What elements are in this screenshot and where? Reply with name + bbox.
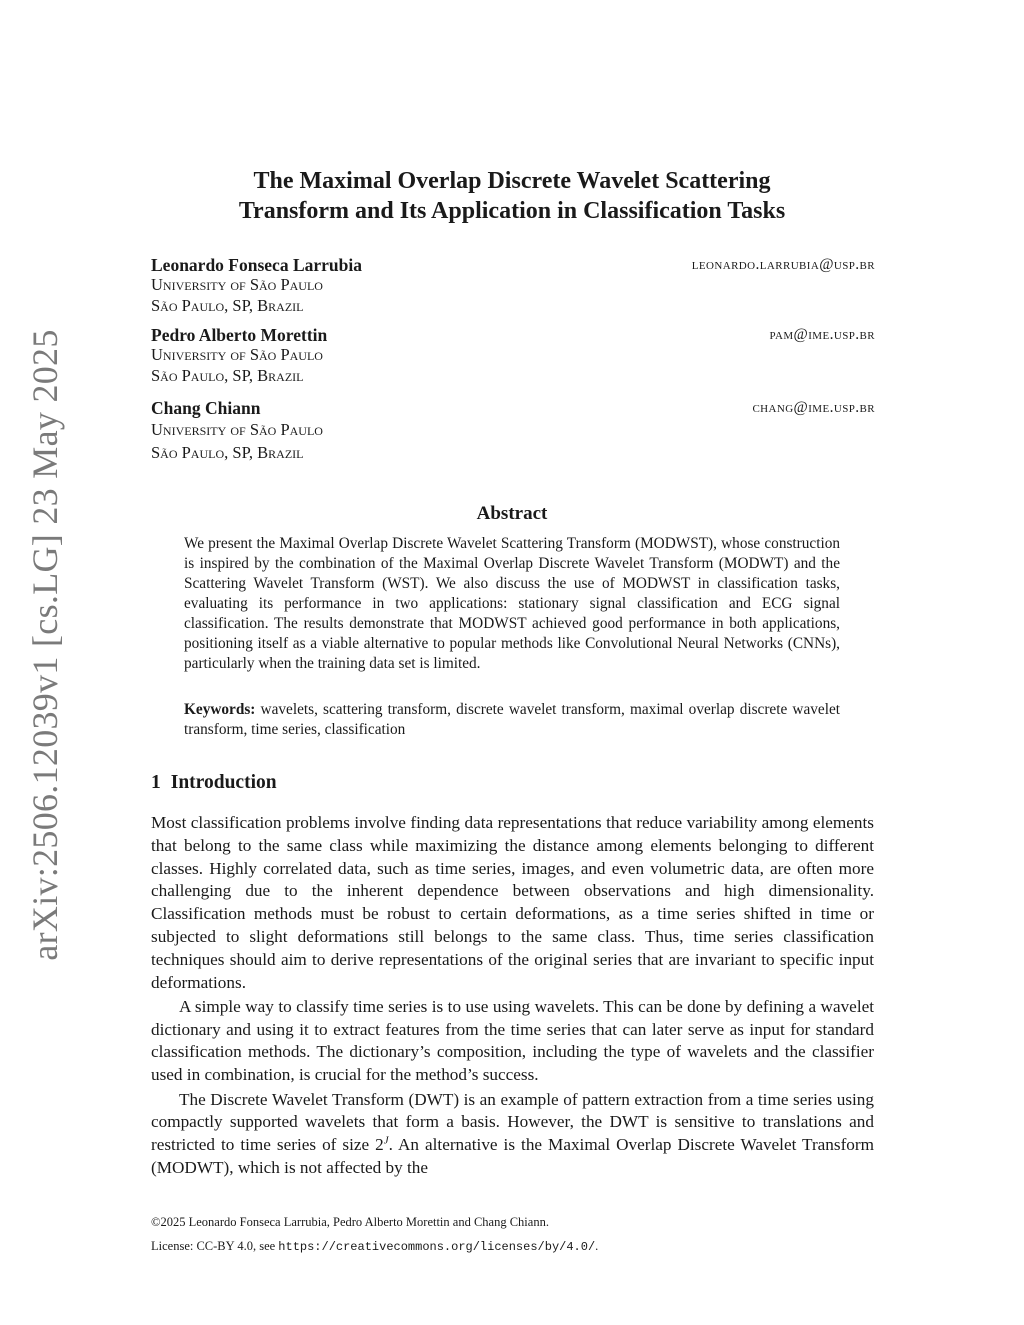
author-email: leonardo.larrubia@usp.br — [691, 256, 875, 273]
author-name: Chang Chiann — [151, 398, 261, 418]
author-name: Pedro Alberto Morettin — [151, 325, 328, 345]
author-location: São Paulo, SP, Brazil — [151, 365, 304, 385]
keywords — [184, 700, 840, 740]
paragraph: A simple way to classify time series is to use using wavelets. This can be done by defining a wavelet dictionary and using it to extract features from the time series that can later serve as input for standard classification methods. The dictionary’s composition, including the type of wavelets and the classifier used in combination, is crucial for the method’s success. — [151, 996, 874, 1085]
copyright-footnote: ©2025 Leonardo Fonseca Larrubia, Pedro Alberto Morettin and Chang Chiann. — [151, 1215, 549, 1229]
author-email: pam@ime.usp.br — [769, 326, 875, 343]
paper-title-line-1: The Maximal Overlap Discrete Wavelet Scattering — [253, 168, 771, 194]
arxiv-identifier-stamp: arXiv:2506.12039v1 [cs.LG] 23 May 2025 — [25, 329, 65, 961]
section-number: 1 — [151, 772, 161, 793]
keywords-label: Keywords: — [184, 701, 256, 718]
paragraph — [151, 1089, 874, 1180]
section-heading-introduction — [151, 771, 277, 795]
license-suffix: . — [595, 1239, 599, 1253]
superscript-variable: J — [383, 1134, 389, 1147]
license-link[interactable]: https://creativecommons.org/licenses/by/4.0/ — [278, 1240, 596, 1254]
author-block-1 — [151, 255, 875, 316]
author-location: São Paulo, SP, Brazil — [151, 295, 304, 315]
author-affiliation: University of São Paulo — [151, 275, 323, 294]
paragraph-text: The Discrete Wavelet Transform (DWT) is an example of pattern extraction from a time series using compactly supported wavelets that form a basis. However, the DWT is sensitive to translations and restricted to time series of size 2 — [151, 1089, 874, 1155]
paper-title-line-2: Transform and Its Application in Classification Tasks — [238, 198, 786, 224]
author-block-3 — [151, 398, 875, 463]
license-prefix: License: CC-BY 4.0, see — [151, 1239, 279, 1253]
author-affiliation: University of São Paulo — [151, 420, 323, 439]
author-email: chang@ime.usp.br — [752, 399, 875, 416]
abstract-text: We present the Maximal Overlap Discrete Wavelet Scattering Transform (MODWST), whose construction is inspired by the combination of the Maximal Overlap Discrete Wavelet Transform (MODWT) and the Scattering Wavelet Transform (WST). We also discuss the use of MODWST in classification tasks, evaluating its performance in two applications: stationary signal classification and ECG signal classification. The results demonstrate that MODWST achieved good performance in both applications, positioning itself as a viable alternative to popular methods like Convolutional Neural Networks (CNNs), particularly when the training data set is limited. — [184, 535, 840, 672]
keywords-list: wavelets, scattering transform, discrete wavelet transform, maximal overlap discrete wavelet transform, time series, classification — [184, 701, 840, 738]
author-block-2 — [151, 325, 875, 386]
paragraph: Most classification problems involve finding data representations that reduce variability among elements that belong to the same class while maximizing the distance among elements belonging to different classes. Highly correlated data, such as time series, images, and even volumetric data, are often more challenging due to the inherent dependence between observations and high dimensionality. Classification methods must be robust to certain deformations, as a time series shifted in time or subjected to slight deformations still belongs to the same class. Thus, time series classification techniques should aim to derive representations of the original series that are invariant to specific input deformations. — [151, 813, 874, 992]
introduction-body — [151, 812, 874, 1181]
author-affiliation: University of São Paulo — [151, 345, 323, 364]
paper-title — [150, 166, 874, 226]
author-location: São Paulo, SP, Brazil — [151, 442, 304, 462]
paragraph-text: . An alternative is the Maximal Overlap Discrete Wavelet Transform (MODWT), which is not affected by the — [151, 1135, 874, 1177]
license-footnote — [151, 1238, 874, 1255]
section-title: Introduction — [170, 772, 277, 793]
author-name: Leonardo Fonseca Larrubia — [151, 255, 362, 275]
abstract-heading: Abstract — [476, 503, 548, 524]
